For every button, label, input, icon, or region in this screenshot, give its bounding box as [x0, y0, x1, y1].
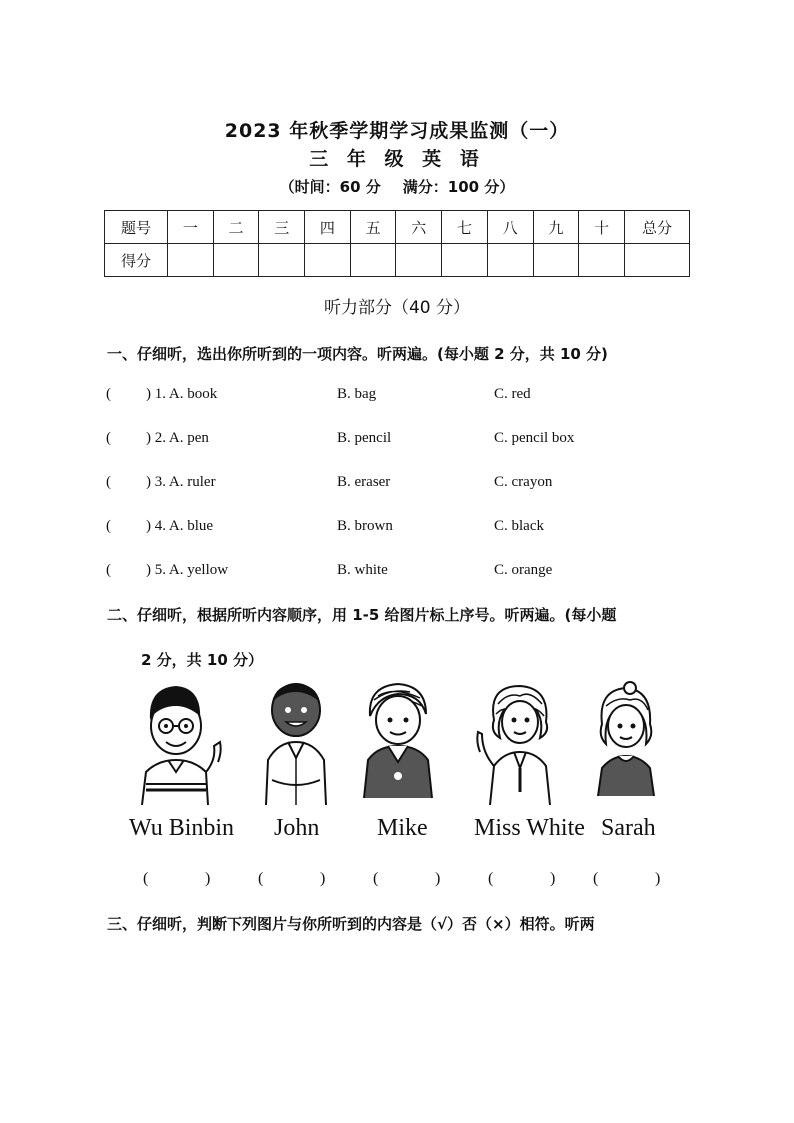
score-input-cell[interactable] [579, 244, 625, 277]
score-cell: 五 [350, 211, 396, 244]
name-label: John [274, 815, 320, 841]
answer-blank-open[interactable]: ( [258, 870, 264, 887]
score-table [104, 210, 690, 277]
name-label: Sarah [601, 815, 656, 841]
miss-white-illustration [474, 680, 558, 805]
question-1-item [0, 562, 794, 584]
score-cell: 三 [259, 211, 305, 244]
answer-blank-close[interactable]: ) [655, 870, 661, 887]
girl-sarah-illustration [590, 680, 662, 805]
question-1-item [0, 430, 794, 452]
score-cell: 九 [533, 211, 579, 244]
question-1-item [0, 386, 794, 408]
score-input-cell[interactable] [305, 244, 351, 277]
score-input-cell[interactable] [442, 244, 488, 277]
score-cell: 十 [579, 211, 625, 244]
answer-blank-close[interactable]: ) [205, 870, 211, 887]
item-number-option-a: ) 1. A. book [146, 386, 218, 402]
option-c: C. black [494, 518, 544, 534]
question-2-heading-cont: 2 分，共 10 分） [141, 651, 263, 669]
score-input-cell[interactable] [213, 244, 259, 277]
score-cell: 二 [213, 211, 259, 244]
score-input-cell[interactable] [168, 244, 214, 277]
score-cell: 一 [168, 211, 214, 244]
score-input-cell[interactable] [396, 244, 442, 277]
option-b: B. white [337, 562, 388, 578]
item-number-option-a: ) 2. A. pen [146, 430, 209, 446]
option-c: C. orange [494, 562, 553, 578]
answer-blank-open[interactable]: ( [106, 562, 111, 578]
answer-blank-open[interactable]: ( [106, 518, 111, 534]
option-c: C. pencil box [494, 430, 575, 446]
option-c: C. red [494, 386, 531, 402]
score-cell: 题号 [105, 211, 168, 244]
answer-blank-open[interactable]: ( [106, 430, 111, 446]
boy-glasses-illustration [128, 680, 224, 805]
item-number-option-a: ) 4. A. blue [146, 518, 214, 534]
name-label: Mike [377, 815, 428, 841]
item-number-option-a: ) 3. A. ruler [146, 474, 216, 490]
option-b: B. bag [337, 386, 377, 402]
score-cell: 八 [487, 211, 533, 244]
question-1-heading: 一、仔细听，选出你所听到的一项内容。听两遍。(每小题 2 分，共 10 分) [107, 345, 608, 363]
option-b: B. eraser [337, 474, 391, 490]
option-c: C. crayon [494, 474, 553, 490]
score-input-cell[interactable] [487, 244, 533, 277]
score-input-cell[interactable] [350, 244, 396, 277]
score-input-cell[interactable] [259, 244, 305, 277]
exam-title: 2023 年秋季学期学习成果监测（一） [224, 120, 570, 142]
score-input-cell[interactable] [625, 244, 690, 277]
answer-blank-open[interactable]: ( [593, 870, 599, 887]
score-input-cell[interactable] [533, 244, 579, 277]
exam-time: （时间：60 分 [279, 178, 381, 196]
exam-time-score [0, 176, 794, 197]
answer-blank-close[interactable]: ) [320, 870, 326, 887]
answer-blank-close[interactable]: ) [550, 870, 556, 887]
score-table-header-row [105, 211, 690, 244]
answer-blank-close[interactable]: ) [435, 870, 441, 887]
answer-blank-open[interactable]: ( [488, 870, 494, 887]
question-1-item [0, 518, 794, 540]
question-3-heading: 三、仔细听，判断下列图片与你所听到的内容是（√）否（×）相符。听两 [107, 915, 595, 933]
answer-blank-open[interactable]: ( [106, 474, 111, 490]
listening-heading: 听力部分（40 分） [323, 298, 471, 318]
boy-john-illustration [258, 680, 334, 805]
answer-blank-open[interactable]: ( [106, 386, 111, 402]
option-b: B. brown [337, 518, 393, 534]
boy-mike-illustration [360, 680, 436, 805]
name-label: Wu Binbin [129, 815, 235, 841]
answer-blank-open[interactable]: ( [143, 870, 149, 887]
exam-subtitle: 三 年 级 英 语 [309, 148, 485, 170]
score-cell: 七 [442, 211, 488, 244]
name-label: Miss White [474, 815, 585, 841]
score-cell: 总分 [625, 211, 690, 244]
answer-blank-open[interactable]: ( [373, 870, 379, 887]
score-row-label: 得分 [105, 244, 168, 277]
option-b: B. pencil [337, 430, 392, 446]
item-number-option-a: ) 5. A. yellow [146, 562, 229, 578]
exam-full-score: 满分：100 分） [402, 178, 515, 196]
question-1-item [0, 474, 794, 496]
score-table-score-row [105, 244, 690, 277]
question-2-heading: 二、仔细听，根据所听内容顺序，用 1-5 给图片标上序号。听两遍。(每小题 [107, 606, 617, 624]
score-cell: 六 [396, 211, 442, 244]
score-cell: 四 [305, 211, 351, 244]
